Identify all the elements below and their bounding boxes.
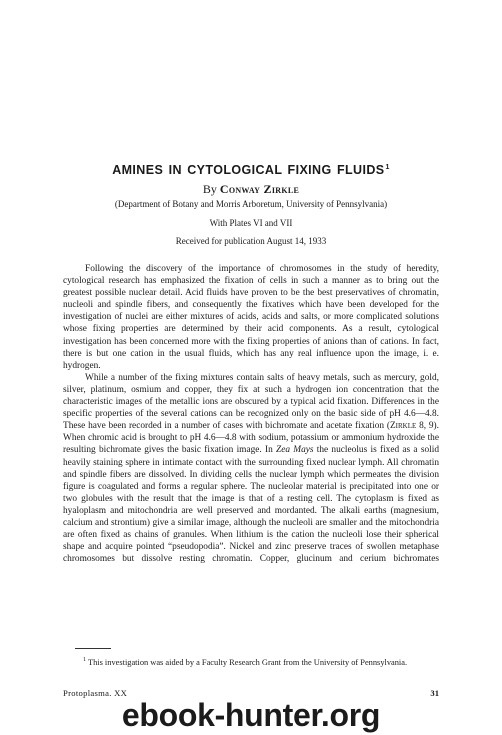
paragraph-2-part-c: the nucleolus is fixed as a solid heavily staining sphere in intimate contact with the surrounding fixed nuclear lymph. All chromatin and spindle fibers are dissolved. In dividing cells the nuclear lymph which permeates the division figure is coagulated and forms a regular sphere. The nucleolar material is precipitated into one or two globules with the result that the image is that of a resting cell. The cytoplasm is fixed as hyaloplasm and mitochondria are well preserved and mordanted. The alkali earths (magnesium, calcium and strontium) give a similar image, although the nucleoli are smaller and the mitochondria are often fixed as chains of granules. When lithium is the cation the nucleoli lose their spherical shape and acquire pointed “pseudopodia”. Nickel and zinc preserve traces of swollen metaphase chromosomes but dissolve resting chromatin. Copper, glucinum and cerium bichromates — [63, 445, 439, 565]
footnote-text: This investigation was aided by a Faculty Research Grant from the University of Pennsylvania. — [87, 657, 408, 667]
author-affiliation: (Department of Botany and Morris Arboretum, University of Pennsylvania) — [114, 199, 388, 209]
citation-author: Zirkle — [389, 421, 417, 432]
species-name: Zea Mays — [276, 445, 314, 456]
article-title — [0, 163, 502, 177]
author-prefix: By — [202, 182, 220, 196]
paragraph-2-part-b: 8, 9). When chromic acid is brought to pH 4.6—4.8 with sodium, potassium or ammonium hydroxide the resulting bichromate gives the basic fixation image. In — [63, 421, 439, 456]
article-body — [63, 263, 439, 565]
footnote-mark: 1 — [83, 657, 86, 663]
author-name: Conway Zirkle — [219, 182, 300, 196]
footnote-divider — [75, 648, 111, 649]
author-line — [0, 182, 502, 197]
title-footnote-mark: 1 — [385, 163, 390, 171]
footnote — [63, 655, 439, 668]
paragraph-2-part-a: While a number of the fixing mixtures contain salts of heavy metals, such as mercury, gold, silver, platinum, osmium and copper, they fix at such a hydrogen ion concentration that the characteristic images of the metallic ions are obscured by a typical acid fixation. Differences in the specific properties of the several cations can be recognized only on the basic side of pH 4.6—4.8. These have been recorded in a number of cases with bichromate and acetate fixation ( — [63, 372, 439, 432]
plates-note: With Plates VI and VII — [209, 218, 293, 228]
page-number: 31 — [430, 688, 439, 698]
article-title-text: AMINES IN CYTOLOGICAL FIXING FLUIDS — [112, 163, 385, 177]
watermark-text: ebook-hunter.org — [121, 697, 381, 733]
paragraph-1: Following the discovery of the importance of chromosomes in the study of heredity, cytological research has emphasized the fixation of cells in such a manner as to bring out the greatest possible nuclear detail. Acid fluids have proven to be the best preservatives of chromatin, nucleoli and spindle fibers, and consequently the fixatives which have been developed for the investigation of nuclei are either mixtures of acids, acids and salts, or more complicated solutions whose fixing properties are determined by their acid components. As a result, cytological investigation has been concerned more with the fixing properties of anions than of cations. In fact, there is but one cation in the usual fluids, which has any real influence upon the image, i. e. hydrogen. — [63, 264, 439, 371]
paragraph-2 — [63, 372, 439, 566]
received-date: Received for publication August 14, 1933 — [175, 236, 327, 246]
journal-name: Protoplasma. XX — [63, 688, 128, 698]
